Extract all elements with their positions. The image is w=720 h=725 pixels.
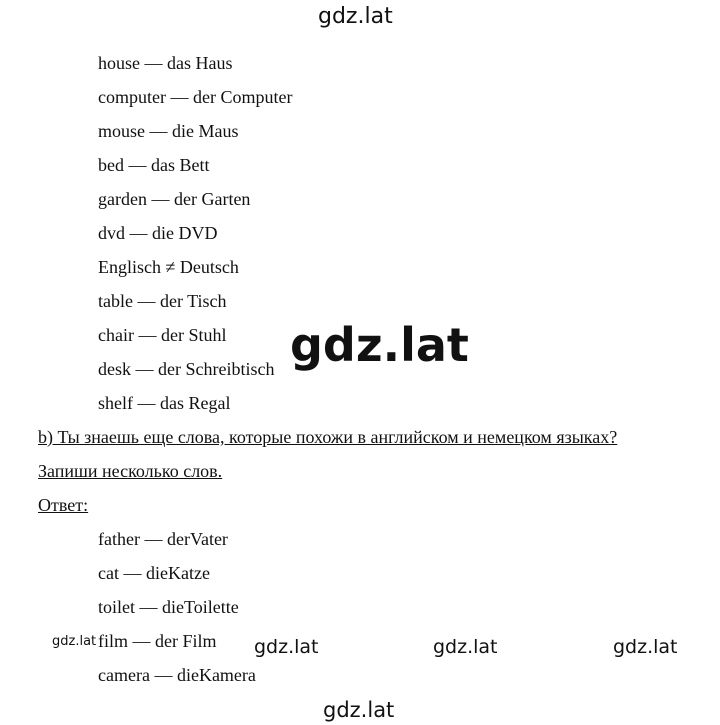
watermark-bottom: gdz.lat [323, 698, 395, 722]
watermark-top: gdz.lat [318, 4, 393, 29]
answer-pair-toilet: toilet — dieToilette [98, 597, 239, 617]
task-question: b) Ты знаешь еще слова, которые похожи в английском и немецком языках? [38, 427, 618, 447]
word-pair-table: table — der Tisch [98, 291, 227, 311]
word-pair-shelf: shelf — das Regal [98, 393, 231, 413]
word-pair-dvd: dvd — die DVD [98, 223, 218, 243]
word-pair-desk: desk — der Schreibtisch [98, 359, 275, 379]
word-pair-mouse: mouse — die Maus [98, 121, 239, 141]
word-pair-bed: bed — das Bett [98, 155, 210, 175]
word-pair-englisch: Englisch ≠ Deutsch [98, 257, 239, 277]
task-instruction: Запиши несколько слов. [38, 461, 223, 481]
word-pair-chair: chair — der Stuhl [98, 325, 227, 345]
watermark-row-1: gdz.lat [254, 636, 319, 658]
word-pair-house: house — das Haus [98, 53, 233, 73]
answer-label: Ответ: [38, 495, 89, 515]
answer-pair-film: film — der Film [98, 631, 217, 651]
watermark-row-2: gdz.lat [433, 636, 498, 658]
word-pair-garden: garden — der Garten [98, 189, 251, 209]
watermark-row-3: gdz.lat [613, 636, 678, 658]
answer-pair-father: father — derVater [98, 529, 228, 549]
answer-pair-cat: cat — dieKatze [98, 563, 210, 583]
word-pair-computer: computer — der Computer [98, 87, 293, 107]
answer-pair-camera: camera — dieKamera [98, 665, 256, 685]
watermark-small-left: gdz.lat [52, 634, 97, 649]
watermark-center: gdz.lat [290, 318, 469, 372]
